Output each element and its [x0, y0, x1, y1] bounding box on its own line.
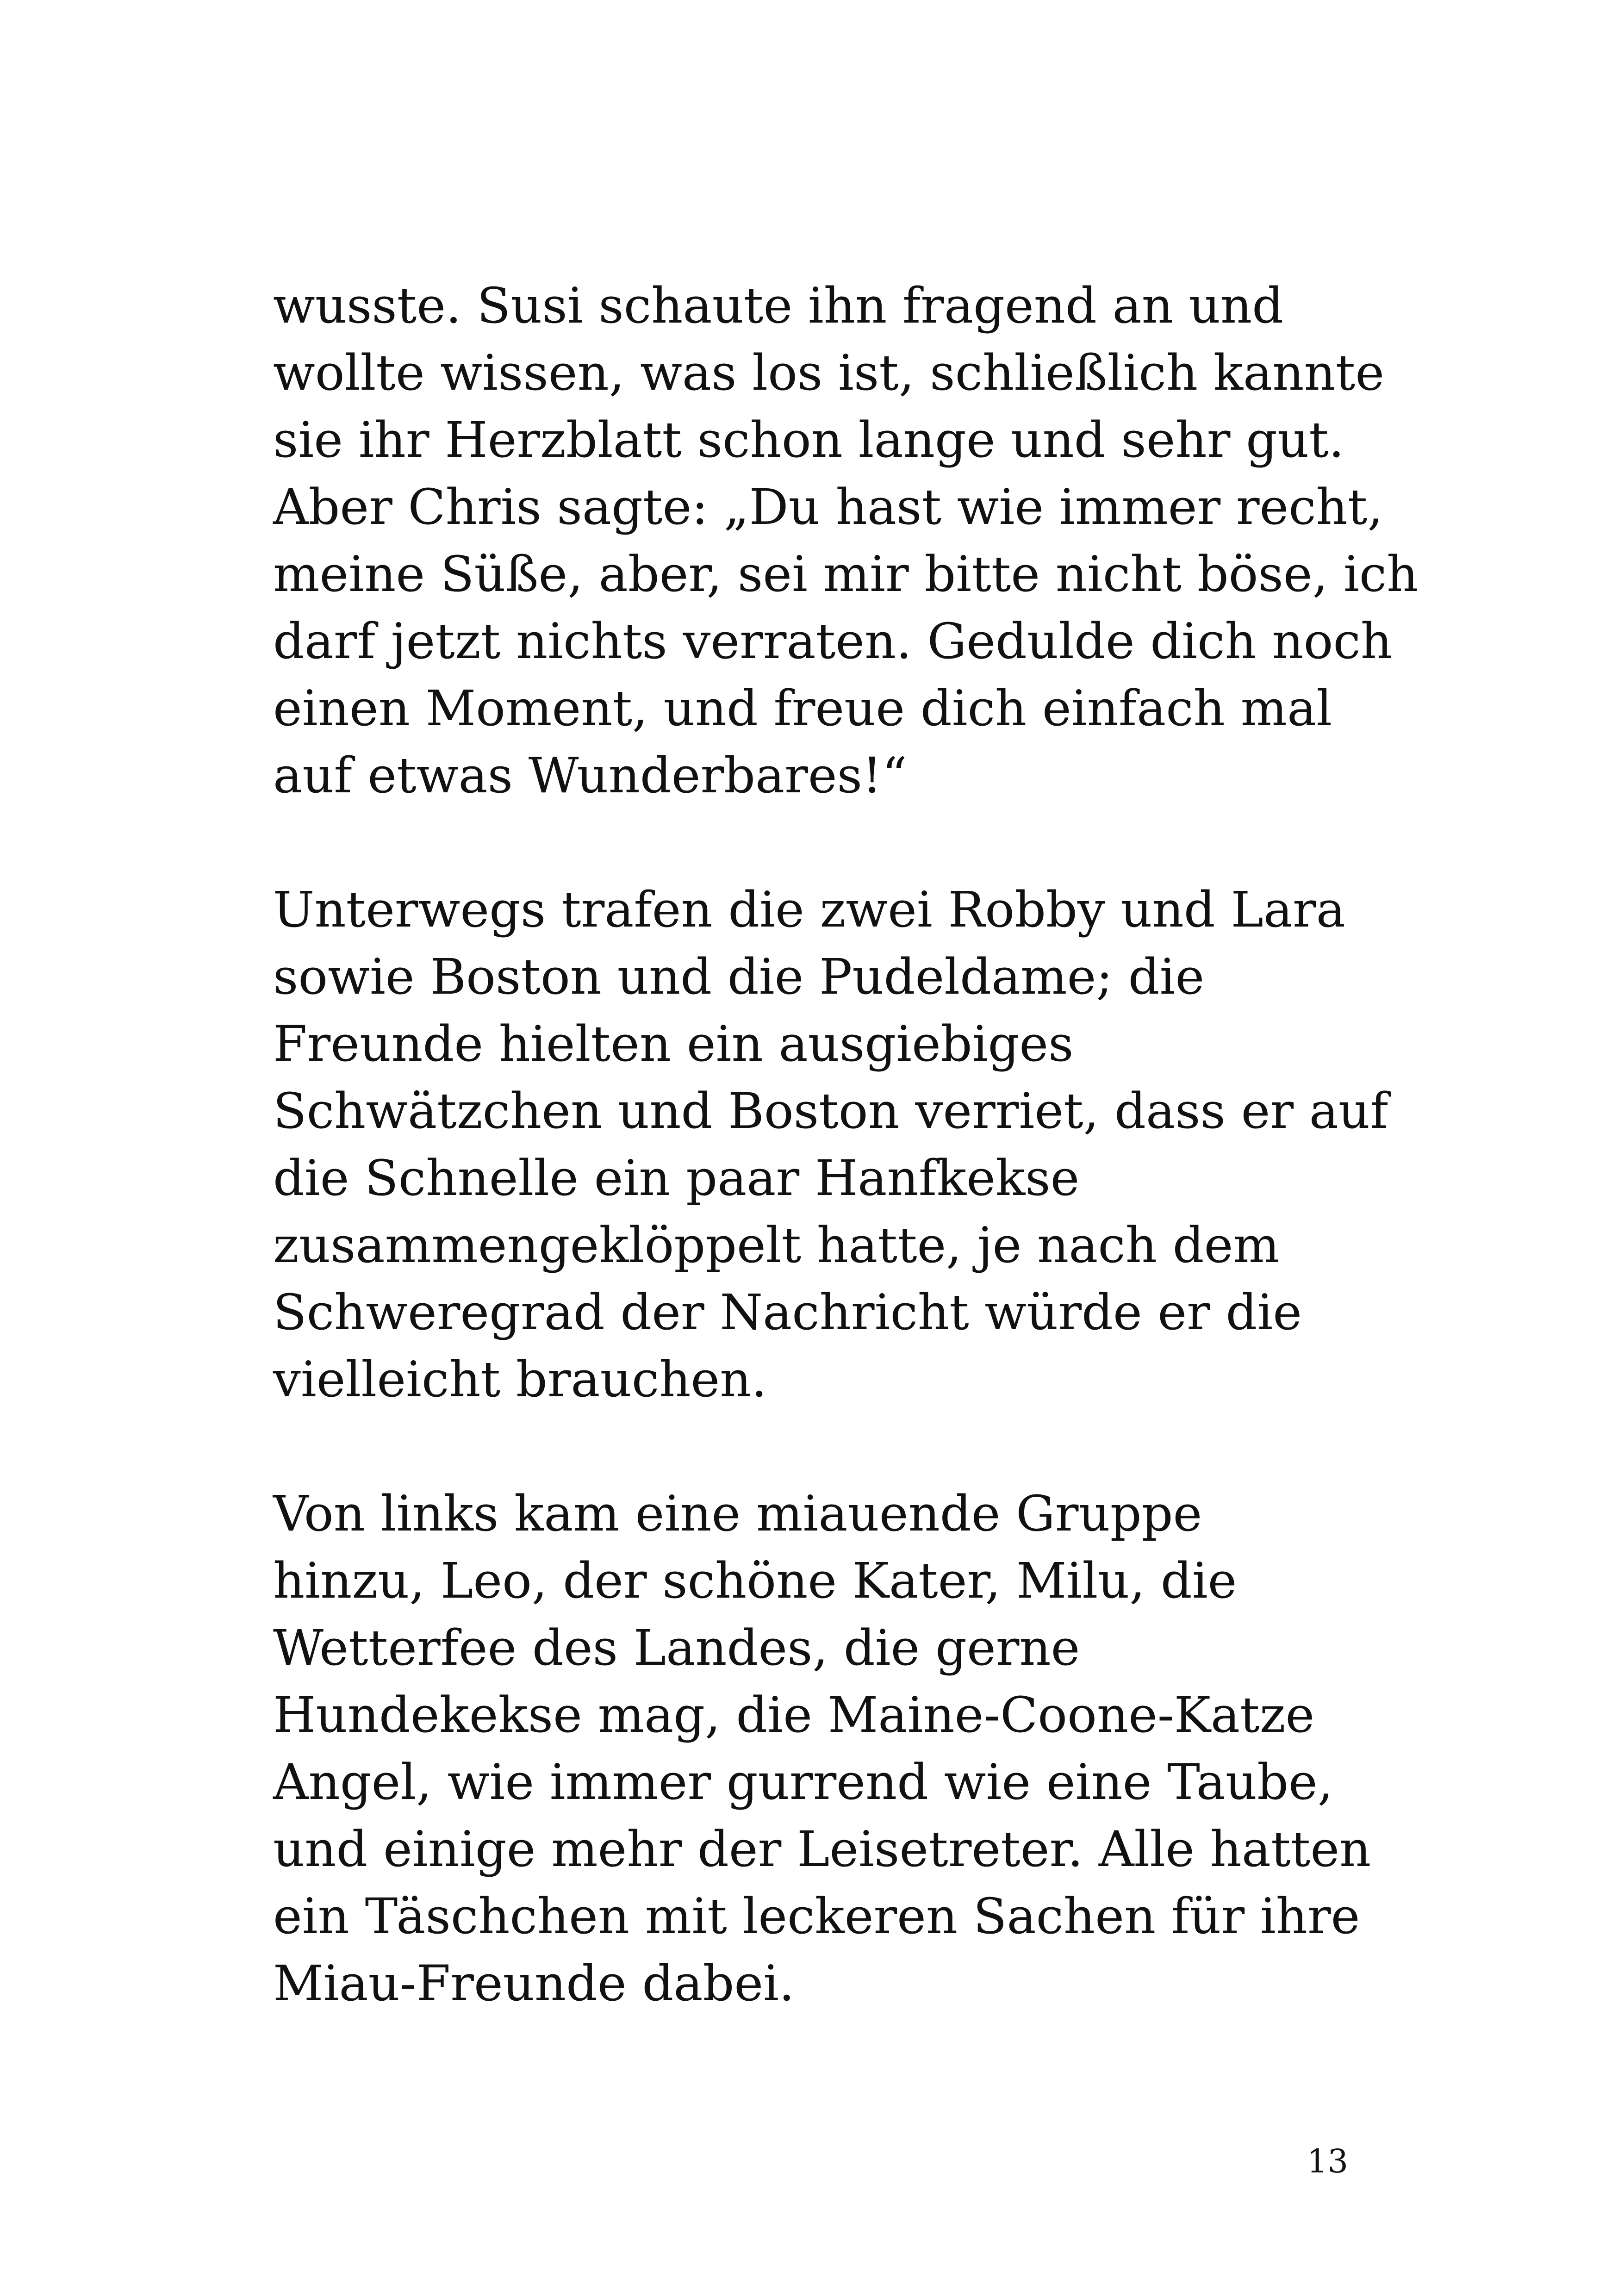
text-line: wusste. Susi schaute ihn fragend an und: [273, 277, 1284, 334]
text-line: die Schnelle ein paar Hanfkekse: [273, 1150, 1080, 1207]
paragraph-spacer: [273, 1413, 1384, 1480]
text-line: Unterwegs trafen die zwei Robby und Lara: [273, 881, 1345, 938]
text-line: Hundekekse mag, die Maine-Coone-Katze: [273, 1686, 1315, 1743]
paragraph-2: [273, 876, 1388, 1413]
text-line: vielleicht brauchen.: [273, 1351, 767, 1408]
paragraph-3: [273, 1480, 1384, 2017]
text-line: meine Süße, aber, sei mir bitte nicht böse, ich: [273, 546, 1419, 603]
text-line: Von links kam eine miauende Gruppe: [273, 1485, 1202, 1542]
text-line: Schwätzchen und Boston verriet, dass er auf: [273, 1083, 1388, 1139]
text-line: Wetterfee des Landes, die gerne: [273, 1619, 1080, 1676]
text-line: sie ihr Herzblatt schon lange und sehr gut.: [273, 411, 1344, 468]
text-line: Miau-Freunde dabei.: [273, 1955, 795, 2012]
paragraph-1: [273, 272, 1419, 809]
text-line: Aber Chris sagte: „Du hast wie immer recht,: [273, 479, 1383, 535]
text-line: Angel, wie immer gurrend wie eine Taube,: [273, 1754, 1333, 1811]
text-line: sowie Boston und die Pudeldame; die: [273, 948, 1205, 1005]
text-line: wollte wissen, was los ist, schließlich kannte: [273, 344, 1385, 401]
text-line: Schweregrad der Nachricht würde er die: [273, 1284, 1302, 1341]
paragraph-spacer: [273, 809, 1384, 876]
text-line: zusammengeklöppelt hatte, je nach dem: [273, 1217, 1280, 1274]
body-text: [273, 272, 1419, 2017]
page-number: 13: [1307, 2142, 1348, 2180]
text-line: hinzu, Leo, der schöne Kater, Milu, die: [273, 1552, 1237, 1609]
text-line: und einige mehr der Leisetreter. Alle hatten: [273, 1821, 1371, 1878]
text-line: darf jetzt nichts verraten. Gedulde dich noch: [273, 613, 1393, 670]
text-line: Freunde hielten ein ausgiebiges: [273, 1015, 1074, 1072]
text-line: auf etwas Wunderbares!“: [273, 747, 907, 804]
text-line: einen Moment, und freue dich einfach mal: [273, 680, 1332, 737]
text-line: ein Täschchen mit leckeren Sachen für ihre: [273, 1888, 1360, 1945]
